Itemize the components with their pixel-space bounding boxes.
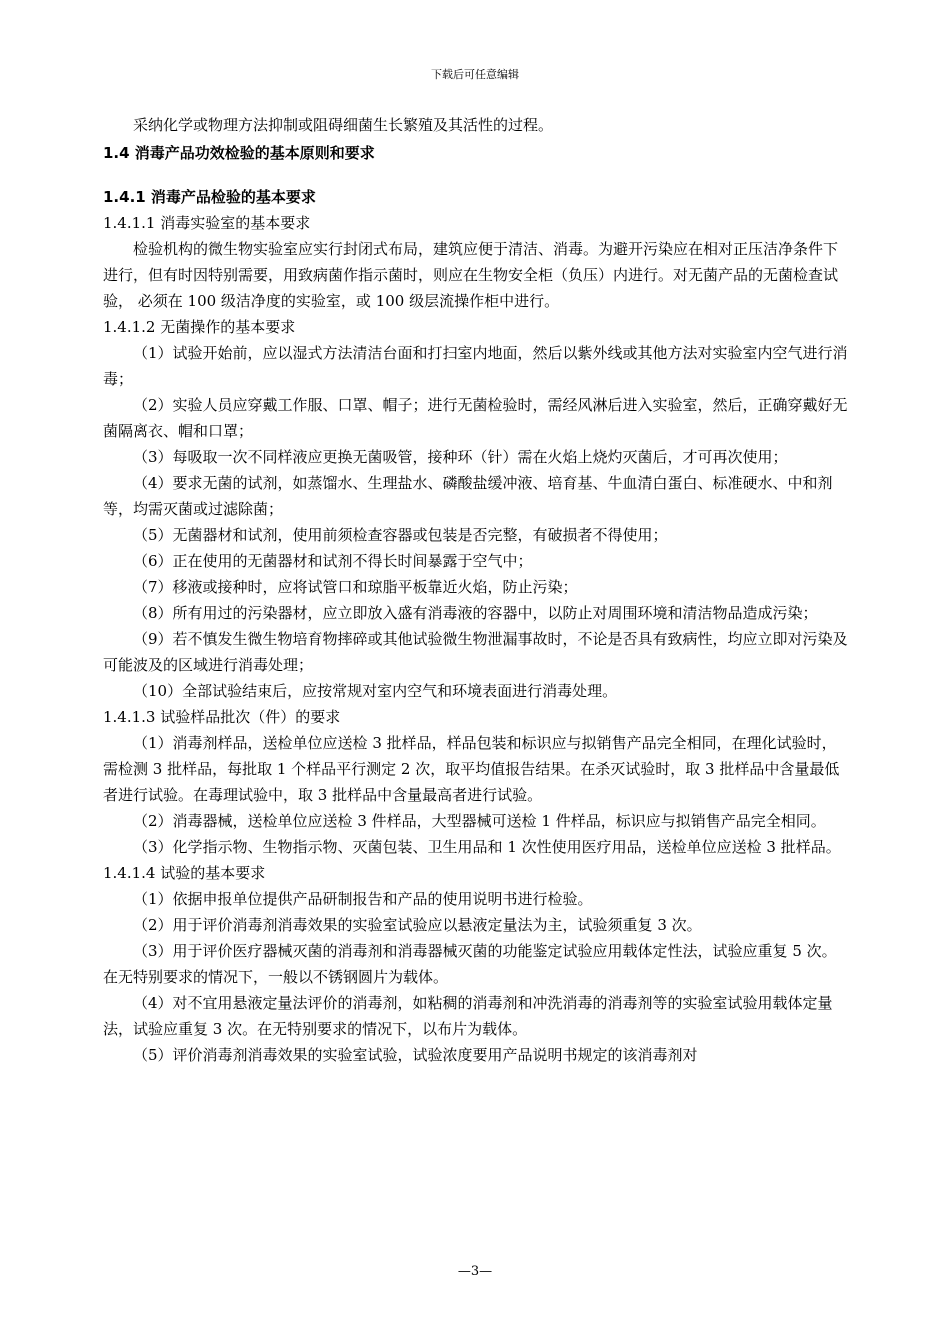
list-item: （8）所有用过的污染器材，应立即放入盛有消毒液的容器中，以防止对周围环境和清洁物品造成污染；: [133, 604, 818, 622]
list-item: （9）若不慎发生微生物培育物摔碎或其他试验微生物泄漏事故时，不论是否具有致病性，均应立即对污染及可能波及的区域进行消毒处理；: [103, 630, 848, 674]
list-item: （2）用于评价消毒剂消毒效果的实验室试验应以悬液定量法为主，试验须重复 3 次。: [133, 916, 702, 934]
list-item: （5）评价消毒剂消毒效果的实验室试验，试验浓度要用产品说明书规定的该消毒剂对: [133, 1046, 698, 1064]
list-item: （1）试验开始前，应以湿式方法清洁台面和打扫室内地面，然后以紫外线或其他方法对实验室内空气进行消毒；: [103, 344, 848, 388]
list-item: （3）化学指示物、生物指示物、灭菌包装、卫生用品和 1 次性使用医疗用品，送检单位应送检 3 批样品。: [133, 838, 841, 856]
list-item: （7）移液或接种时，应将试管口和琼脂平板靠近火焰，防止污染；: [133, 578, 578, 596]
list-item: （3）每吸取一次不同样液应更换无菌吸管，接种环（针）需在火焰上烧灼灭菌后，才可再次使用；: [133, 448, 788, 466]
paragraph: 检验机构的微生物实验室应实行封闭式布局，建筑应便于清洁、消毒。为避开污染应在相对正压洁净条件下进行，但有时因特别需要，用致病菌作指示菌时，则应在生物安全柜（负压）内进行。对无菌产品的无菌检查试验， 必须在 100 级洁净度的实验室，或 100 级层流操作柜中进行。: [103, 240, 839, 310]
sub-subsection-heading: 1.4.1.4 试验的基本要求: [103, 864, 266, 882]
list-item: （1）消毒剂样品，送检单位应送检 3 批样品，样品包装和标识应与拟销售产品完全相同，在理化试验时，需检测 3 批样品，每批取 1 个样品平行测定 2 次，取平均值报告结果。在杀灭试验时，取 3 批样品中含量最低者进行试验。在毒理试验中，取 3 批样品中含量最高者进行试验。: [103, 734, 840, 804]
list-item: （6）正在使用的无菌器材和试剂不得长时间暴露于空气中；: [133, 552, 533, 570]
subsection-heading: 1.4.1 消毒产品检验的基本要求: [103, 188, 316, 206]
list-item: （1）依据申报单位提供产品研制报告和产品的使用说明书进行检验。: [133, 890, 593, 908]
page-header: 下载后可任意编辑: [431, 68, 519, 81]
sub-subsection-heading: 1.4.1.2 无菌操作的基本要求: [103, 318, 296, 336]
list-item: （2）实验人员应穿戴工作服、口罩、帽子；进行无菌检验时，需经风淋后进入实验室，然后，正确穿戴好无菌隔离衣、帽和口罩；: [103, 396, 848, 440]
list-item: （2）消毒器械，送检单位应送检 3 件样品，大型器械可送检 1 件样品，标识应与拟销售产品完全相同。: [133, 812, 826, 830]
sub-subsection-heading: 1.4.1.3 试验样品批次（件）的要求: [103, 708, 341, 726]
sub-subsection-heading: 1.4.1.1 消毒实验室的基本要求: [103, 214, 311, 232]
list-item: （4）对不宜用悬液定量法评价的消毒剂，如粘稠的消毒剂和冲洗消毒的消毒剂等的实验室试验用载体定量法，试验应重复 3 次。在无特别要求的情况下，以布片为载体。: [103, 994, 833, 1038]
list-item: （10）全部试验结束后，应按常规对室内空气和环境表面进行消毒处理。: [133, 682, 618, 700]
document-body: [103, 112, 848, 1068]
list-item: （5）无菌器材和试剂，使用前须检查容器或包装是否完整，有破损者不得使用；: [133, 526, 668, 544]
list-item: （4）要求无菌的试剂，如蒸馏水、生理盐水、磷酸盐缓冲液、培育基、牛血清白蛋白、标准硬水、中和剂等，均需灭菌或过滤除菌；: [103, 474, 833, 518]
section-heading: 1.4 消毒产品功效检验的基本原则和要求: [103, 144, 375, 162]
page-number: —3—: [457, 1264, 493, 1279]
list-item: （3）用于评价医疗器械灭菌的消毒剂和消毒器械灭菌的功能鉴定试验应用载体定性法，试验应重复 5 次。在无特别要求的情况下，一般以不锈钢圆片为载体。: [103, 942, 837, 986]
paragraph: 采纳化学或物理方法抑制或阻碍细菌生长繁殖及其活性的过程。: [133, 116, 554, 134]
